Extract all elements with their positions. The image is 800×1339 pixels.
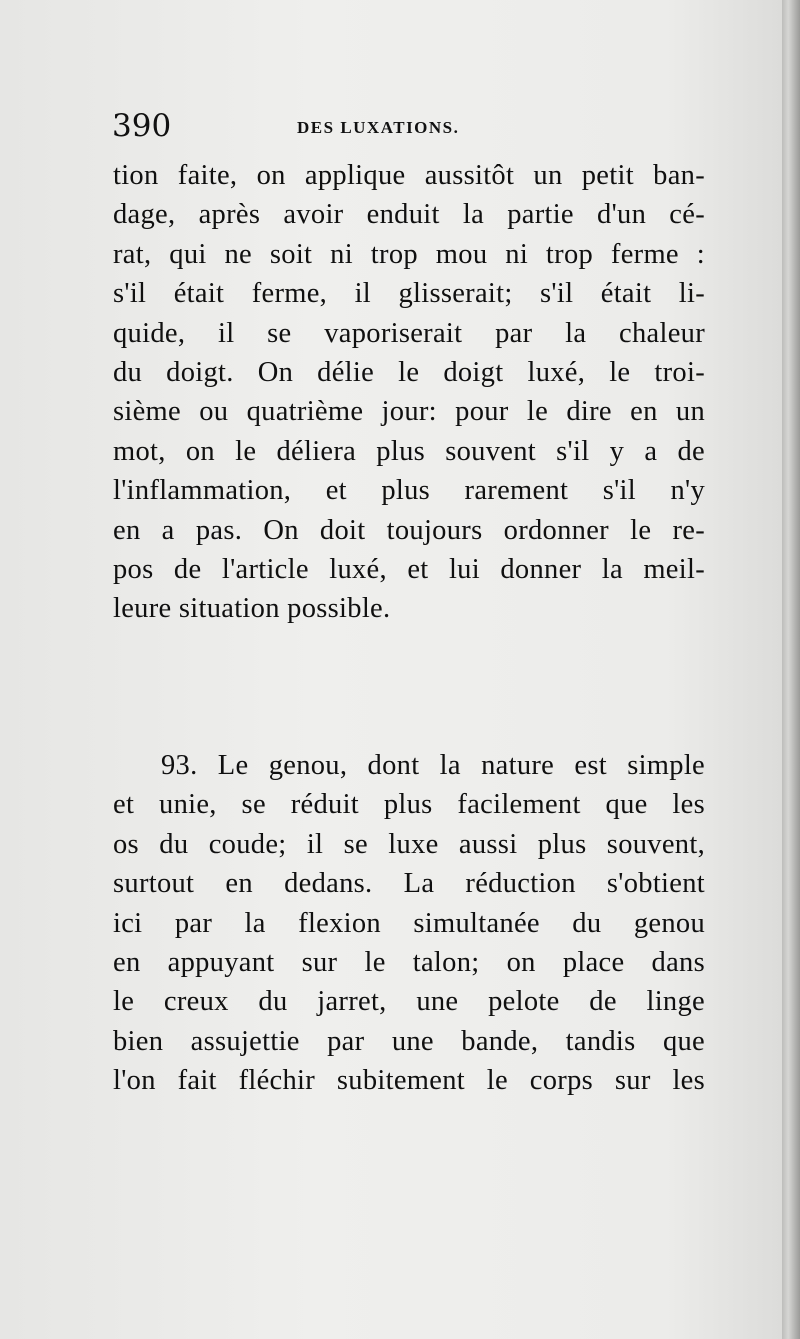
text-line: 93. Le genou, dont la nature est simple — [161, 750, 705, 781]
page-number: 390 — [112, 108, 172, 144]
text-line: pos de l'article luxé, et lui donner la meil- — [113, 553, 705, 585]
text-line: bien assujettie par une bande, tandis que — [113, 1025, 705, 1057]
paragraph-1 — [113, 156, 705, 629]
text-line: ici par la flexion simultanée du genou — [113, 907, 705, 939]
text-line: sième ou quatrième jour: pour le dire en un — [113, 396, 705, 428]
text-line: mot, on le déliera plus souvent s'il y a de — [113, 435, 705, 467]
text-line: os du coude; il se luxe aussi plus souvent, — [113, 828, 705, 860]
running-head: DES LUXATIONS. — [297, 118, 460, 137]
page-header — [112, 108, 712, 148]
text-line: en appuyant sur le talon; on place dans — [113, 946, 705, 978]
paragraph-2 — [113, 746, 705, 1101]
text-line: l'on fait fléchir subitement le corps sur les — [113, 1065, 705, 1097]
text-line: leure situation possible. — [113, 593, 391, 625]
text-line: quide, il se vaporiserait par la chaleur — [113, 317, 705, 349]
text-line: en a pas. On doit toujours ordonner le re- — [113, 514, 705, 546]
text-line: du doigt. On délie le doigt luxé, le troi- — [113, 356, 705, 388]
text-line: dage, après avoir enduit la partie d'un cé- — [113, 199, 705, 231]
text-line: s'il était ferme, il glisserait; s'il était li- — [113, 278, 705, 310]
page-edge-shadow — [782, 0, 800, 1339]
text-line: et unie, se réduit plus facilement que les — [113, 789, 705, 821]
text-line: l'inflammation, et plus rarement s'il n'y — [113, 475, 705, 507]
text-line: surtout en dedans. La réduction s'obtient — [113, 868, 705, 900]
text-line: rat, qui ne soit ni trop mou ni trop ferme : — [113, 238, 705, 270]
text-line: le creux du jarret, une pelote de linge — [113, 986, 705, 1018]
text-line: tion faite, on applique aussitôt un petit ban- — [113, 160, 705, 191]
